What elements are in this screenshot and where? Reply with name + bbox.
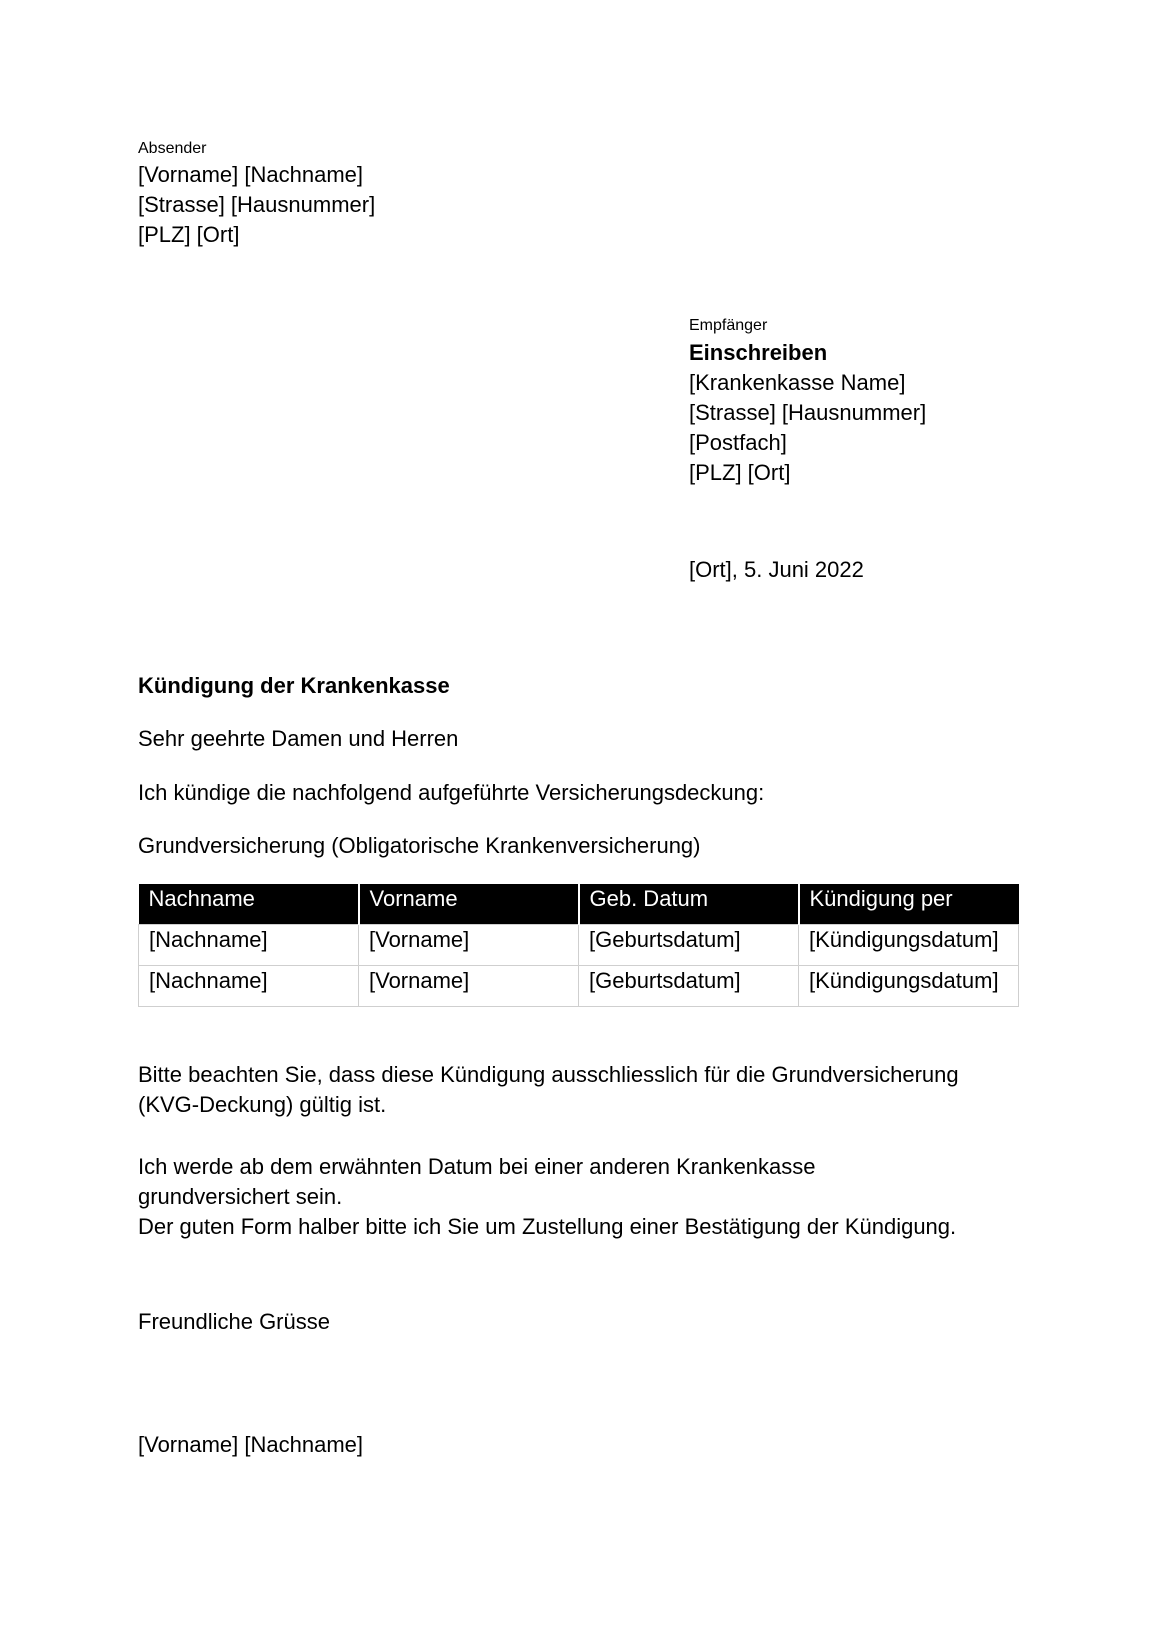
cell-lastname: [Nachname]	[139, 925, 359, 966]
coverage-table	[138, 884, 1019, 1007]
signature-name: [Vorname] [Nachname]	[138, 1432, 364, 1457]
greeting: Sehr geehrte Damen und Herren	[138, 726, 459, 751]
cell-termination-date: [Kündigungsdatum]	[799, 966, 1019, 1007]
sender-address	[138, 160, 375, 250]
cell-birthdate: [Geburtsdatum]	[579, 925, 799, 966]
closing-line: grundversichert sein.	[138, 1184, 343, 1209]
cell-lastname: [Nachname]	[139, 966, 359, 1007]
closing-line: Ich werde ab dem erwähnten Datum bei einer anderen Krankenkasse	[138, 1154, 816, 1179]
recipient-street: [Strasse] [Hausnummer]	[689, 400, 927, 425]
cell-firstname: [Vorname]	[359, 925, 579, 966]
table-header-row	[139, 884, 1019, 925]
sender-city: [PLZ] [Ort]	[138, 222, 240, 247]
subject-line: Kündigung der Krankenkasse	[138, 673, 450, 698]
intro-text: Ich kündige die nachfolgend aufgeführte Versicherungsdeckung:	[138, 780, 765, 805]
recipient-pobox: [Postfach]	[689, 430, 787, 455]
note-paragraph	[138, 1060, 1018, 1120]
regards: Freundliche Grüsse	[138, 1309, 330, 1334]
closing-paragraph	[138, 1152, 1018, 1242]
cell-firstname: [Vorname]	[359, 966, 579, 1007]
table-row	[139, 925, 1019, 966]
note-line: Bitte beachten Sie, dass diese Kündigung ausschliesslich für die Grundversicherung	[138, 1062, 959, 1087]
coverage-text: Grundversicherung (Obligatorische Krankenversicherung)	[138, 833, 701, 858]
delivery-method: Einschreiben	[689, 340, 828, 365]
header-birthdate: Geb. Datum	[579, 884, 799, 925]
recipient-city: [PLZ] [Ort]	[689, 460, 791, 485]
sender-label: Absender	[138, 140, 207, 157]
header-termination-date: Kündigung per	[799, 884, 1019, 925]
closing-line: Der guten Form halber bitte ich Sie um Zustellung einer Bestätigung der Kündigung.	[138, 1214, 957, 1239]
recipient-company: [Krankenkasse Name]	[689, 370, 906, 395]
cell-termination-date: [Kündigungsdatum]	[799, 925, 1019, 966]
note-line: (KVG-Deckung) gültig ist.	[138, 1092, 387, 1117]
header-firstname: Vorname	[359, 884, 579, 925]
table-row	[139, 966, 1019, 1007]
sender-name: [Vorname] [Nachname]	[138, 162, 364, 187]
cell-birthdate: [Geburtsdatum]	[579, 966, 799, 1007]
sender-street: [Strasse] [Hausnummer]	[138, 192, 376, 217]
header-lastname: Nachname	[139, 884, 359, 925]
recipient-label: Empfänger	[689, 317, 768, 334]
date-line: [Ort], 5. Juni 2022	[689, 557, 864, 582]
recipient-address	[689, 338, 926, 488]
